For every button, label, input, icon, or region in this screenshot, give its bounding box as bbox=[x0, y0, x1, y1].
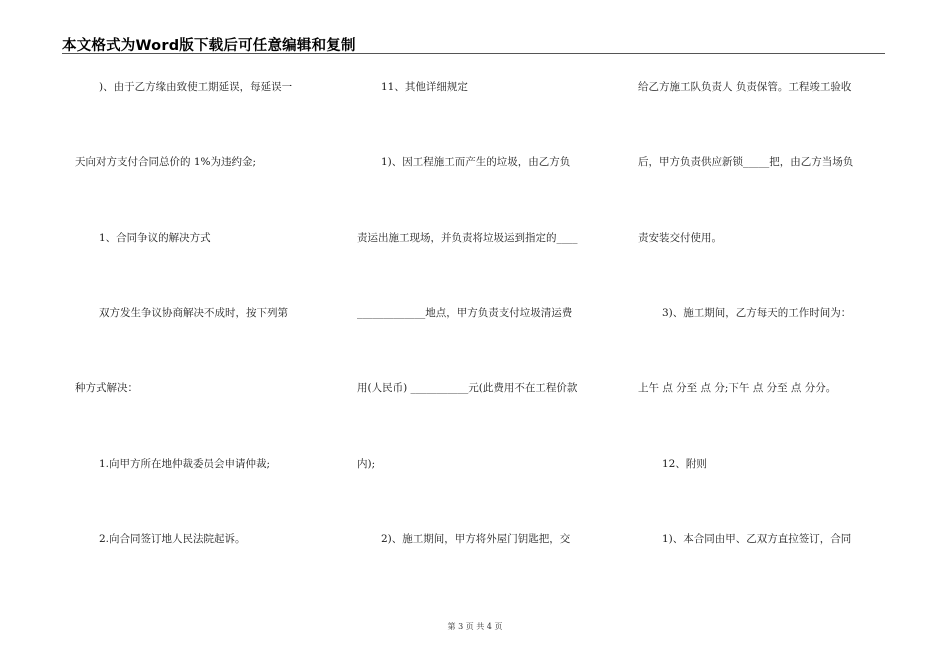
text-column-3 bbox=[638, 0, 888, 672]
text-line: 3)、施工期间，乙方每天的工作时间为： bbox=[662, 306, 852, 319]
text-line: 上午 点 分至 点 分;下午 点 分至 点 分分。 bbox=[638, 382, 837, 395]
text-line: 12、附则 bbox=[662, 457, 707, 470]
text-line: 双方发生争议协商解决不成时，按下列第 bbox=[99, 306, 288, 319]
text-line: 2)、施工期间，甲方将外屋门钥匙把，交 bbox=[381, 532, 571, 545]
text-line: 2.向合同签订地人民法院起诉。 bbox=[99, 532, 246, 545]
text-line: 种方式解决： bbox=[75, 382, 138, 395]
text-line: 责运出施工现场，并负责将垃圾运到指定的____ bbox=[357, 231, 578, 244]
page-number-footer: 第 3 页 共 4 页 bbox=[447, 622, 503, 631]
document-header-title: 本文格式为Word版下载后可任意编辑和复制 bbox=[62, 38, 356, 54]
text-line: )、由于乙方缘由致使工期延误，每延误一 bbox=[99, 81, 293, 93]
text-line: 1)、本合同由甲、乙双方直拉签订，合同 bbox=[662, 532, 852, 545]
text-line: _____________地点，甲方负责支付垃圾清运费 bbox=[357, 306, 573, 319]
text-line: 后，甲方负责供应新锁_____把，由乙方当场负 bbox=[638, 156, 854, 169]
text-column-1 bbox=[75, 0, 325, 672]
text-line: 内); bbox=[357, 457, 376, 470]
text-line: 用(人民币) ___________元(此费用不在工程价款 bbox=[357, 382, 578, 395]
text-line: 1、合同争议的解决方式 bbox=[99, 231, 211, 244]
text-line: 1)、因工程施工而产生的垃圾，由乙方负 bbox=[381, 156, 571, 169]
text-line: 给乙方施工队负责人 负责保管。工程竣工验收 bbox=[638, 81, 852, 93]
text-line: 1.向甲方所在地仲裁委员会申请仲裁; bbox=[99, 457, 271, 470]
text-line: 11、其他详细规定 bbox=[381, 81, 468, 93]
text-line: 天向对方支付合同总价的 1%为违约金; bbox=[75, 156, 257, 169]
text-column-2 bbox=[357, 0, 607, 672]
text-line: 责安装交付使用。 bbox=[638, 231, 722, 244]
